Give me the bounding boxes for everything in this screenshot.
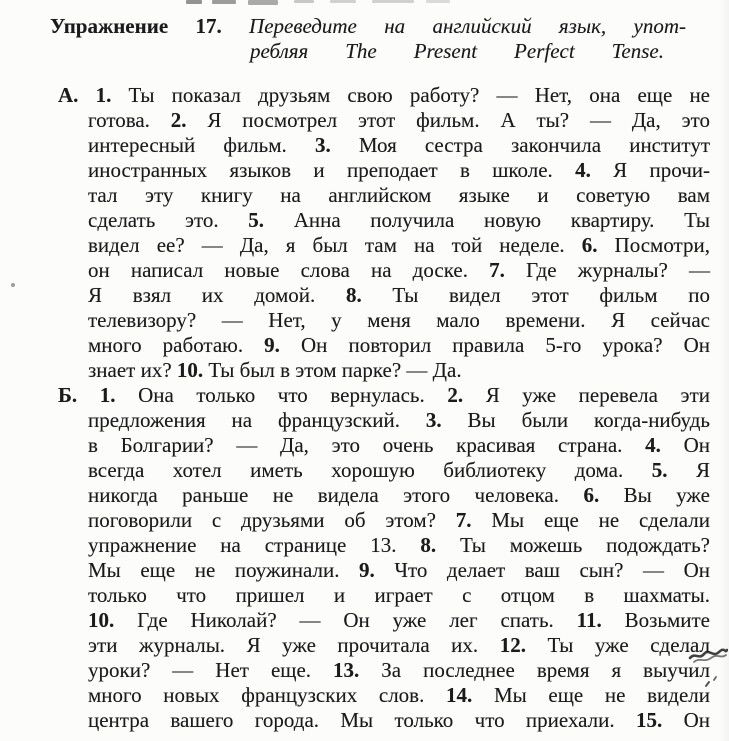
text-run: Он [662,708,710,732]
text-run: Я взял их домой. [88,283,346,307]
bold-number: 3. [314,133,331,157]
text-run: Посмотри, [597,233,710,257]
text-run: только что пришел и играет с отцом в шахматы. [88,583,710,607]
text-line-Б-12 [88,658,710,683]
bold-number: 6. [583,483,600,507]
text-line-Б-7 [88,533,710,558]
bold-number: 12. [499,633,526,657]
text-run: эти журналы. Я уже прочитала их. [88,633,500,657]
text-run: Где журналы? — [504,258,710,282]
text-line-Б-1 [58,383,710,408]
text-run: Я [667,458,710,482]
text-run: Моя сестра закончила институт [330,133,710,157]
bold-number: Упражнение 17. [50,14,250,38]
text-run: Он [660,433,710,457]
text-run: Ты можешь подождать? [436,533,710,557]
bold-number: 5. [248,208,265,232]
bold-number: 13. [333,658,360,682]
bold-number: 8. [420,533,437,557]
italic-run: Переведите на английский язык, упот- [249,14,686,38]
text-run: Я прочи- [590,158,710,182]
text-line-Б-11 [88,633,710,658]
text-line-А-9 [88,283,710,308]
text-run: много новых французских слов. [88,683,447,707]
bold-number: 2. [170,108,187,132]
text-line-А-2 [88,108,710,133]
text-run: много работаю. [88,333,265,357]
text-run: поговорили с друзьями об этом? [88,508,456,532]
bold-number: 4. [645,433,661,457]
text-line-Б-14 [88,708,710,733]
bold-number: 15. [636,708,663,732]
bold-number: 3. [425,408,442,432]
text-line-Б-2 [88,408,710,433]
text-line-А-11 [88,333,710,358]
text-run: упражнение на странице 13. [88,533,421,557]
italic-run: ребляя The Present Perfect Tense. [250,39,664,63]
text-run: Ты видел этот фильм по [361,283,710,307]
bold-number: 5. [651,458,668,482]
text-line-Б-13 [88,683,710,708]
text-run: иностранных языков и преподает в школе. [88,158,576,182]
text-run: уроки? — Нет еще. [88,658,334,682]
text-run: знает их? [88,358,177,382]
ink-ticks [702,674,720,690]
text-run: Вы уже [599,483,710,507]
text-line-Б-4 [88,458,710,483]
text-line-Б-5 [88,483,710,508]
text-run: Где Николай? — Он уже лег спать. [114,608,577,632]
text-line-А-4 [88,158,710,183]
text-line-А-3 [88,133,710,158]
text-line-А-6 [88,208,710,233]
bold-number: Б. 1. [58,383,116,407]
text-run: сделать это. [88,208,249,232]
text-run: никогда раньше не видела этого человека. [88,483,584,507]
bold-number: 7. [489,258,505,282]
text-run: Возьмите [601,608,711,632]
scan-speck [11,283,15,287]
bold-number: 11. [576,608,602,632]
text-line-А-10 [88,308,710,333]
bold-number: 9. [359,558,375,582]
text-line-Б-9 [88,583,710,608]
bold-number: 6. [581,233,598,257]
exercise-title-line-1 [50,14,686,39]
text-line-Б-6 [88,508,710,533]
text-run: Что делает ваш сын? — Он [374,558,710,582]
text-run: Анна получила новую квартиру. Ты [264,208,710,232]
text-line-Б-10 [88,608,710,633]
text-run: Она только что вернулась. [115,383,448,407]
text-run: За последнее время я выучил [359,658,710,682]
bold-number: 10. [88,608,115,632]
text-run: видел ее? — Да, я был там на той неделе. [88,233,582,257]
text-run: в Болгарии? — Да, это очень красивая страна. [88,433,646,457]
text-line-А-1 [58,83,710,108]
text-run: тал эту книгу на английском языке и советую вам [88,183,710,207]
bold-number: А. 1. [58,83,112,107]
bold-number: 2. [447,383,464,407]
bold-number: 10. [176,358,204,382]
bold-number: 4. [575,158,591,182]
text-run: он написал новые слова на доске. [88,258,490,282]
text-run: Вы были когда-нибудь [441,408,710,432]
text-line-Б-3 [88,433,710,458]
text-run: Я уже перевела эти [463,383,710,407]
scan-edge-shading [719,0,729,741]
text-run: Мы еще не сделали [471,508,711,532]
bold-number: 8. [345,283,362,307]
bold-number: 9. [264,333,280,357]
exercise-title-line-2 [250,39,664,64]
text-run: Мы еще не видели [472,683,710,707]
text-run: Я посмотрел этот фильм. А ты? — Да, это [186,108,710,132]
text-run: готова. [88,108,171,132]
text-run: интересный фильм. [88,133,315,157]
text-run: Мы еще не поужинали. [88,558,360,582]
text-run: всегда хотел иметь хорошую библиотеку дома. [88,458,652,482]
bold-number: 7. [455,508,472,532]
text-run: Он повторил правила 5-го урока? Он [279,333,710,357]
text-run: Ты показал друзьям свою работу? — Нет, она еще не [111,83,711,107]
text-run: телевизору? — Нет, у меня мало времени. Я сейчас [88,308,710,332]
text-line-А-7 [88,233,710,258]
text-line-Б-8 [88,558,710,583]
text-run: Ты уже сделал [525,633,710,657]
text-run: предложения на французский. [88,408,426,432]
text-line-А-12 [88,358,462,383]
text-line-А-5 [88,183,710,208]
text-run: Ты был в этом парке? — Да. [203,358,462,382]
bold-number: 14. [446,683,473,707]
text-run: центра вашего города. Мы только что приехали. [88,708,636,732]
text-line-А-8 [88,258,710,283]
